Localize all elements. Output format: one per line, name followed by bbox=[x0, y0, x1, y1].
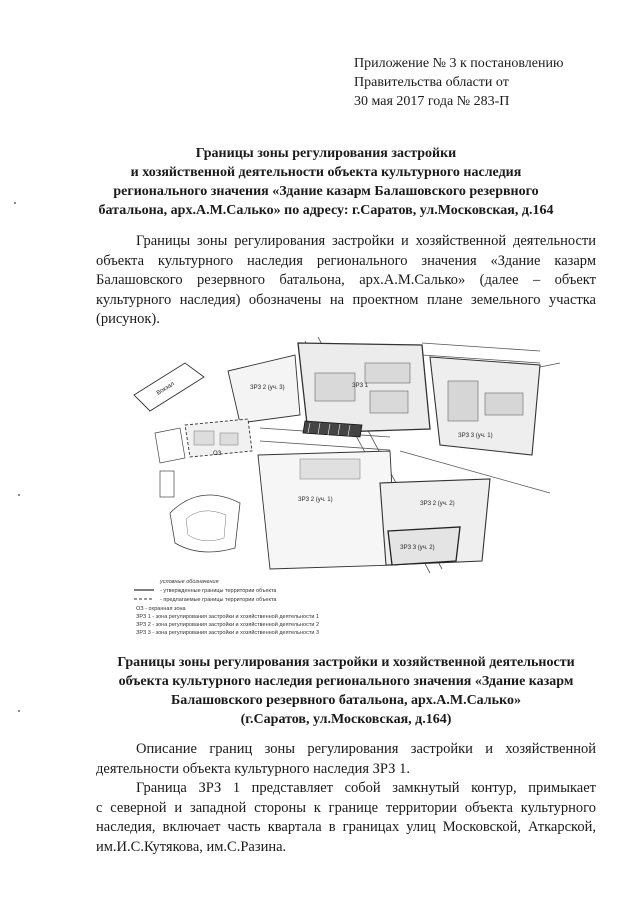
legend-item: ЗРЗ 3 - зона регулирования застройки и хозяйственной деятельности 3 bbox=[136, 630, 320, 636]
legend-item: - предлагаемые границы территории объекта bbox=[160, 597, 277, 603]
intro-paragraph bbox=[96, 232, 596, 330]
scan-dot bbox=[18, 494, 20, 496]
legend-item: ЗРЗ 2 - зона регулирования застройки и хозяйственной деятельности 2 bbox=[136, 622, 320, 628]
map-label: ЗРЗ 2 (уч. 3) bbox=[250, 385, 285, 391]
map-label: ЗРЗ 3 (уч. 2) bbox=[400, 545, 435, 551]
annex-line: Приложение № 3 к постановлению bbox=[354, 56, 564, 71]
map-label: ЗРЗ 1 bbox=[352, 383, 369, 389]
map-label: ЗРЗ 2 (уч. 1) bbox=[298, 497, 333, 503]
legend-item: ОЗ - охранная зона bbox=[136, 606, 186, 612]
section-title-line: (г.Саратов, ул.Московская, д.164) bbox=[240, 712, 452, 727]
legend-item: - утвержденные границы территории объекта bbox=[160, 588, 277, 594]
section-title-line: Балашовского резервного батальона, арх.А.М.Салько» bbox=[171, 693, 521, 708]
annex-line: Правительства области от bbox=[354, 75, 509, 90]
scan-dot bbox=[14, 202, 16, 204]
section-title-line: объекта культурного наследия регионального значения «Здание казарм bbox=[118, 674, 574, 689]
map-legend bbox=[134, 579, 319, 636]
description-line: деятельности объекта культурного наследия ЗРЗ 1. bbox=[96, 760, 410, 777]
legend-item: ЗРЗ 1 - зона регулирования застройки и хозяйственной деятельности 1 bbox=[136, 614, 320, 620]
intro-line: культурного наследия) обозначены на проектном плане земельного участка bbox=[96, 291, 596, 308]
title-line: и хозяйственной деятельности объекта культурного наследия bbox=[130, 165, 522, 180]
annex-line: 30 мая 2017 года № 283-П bbox=[354, 94, 510, 109]
description-line: Граница ЗРЗ 1 представляет собой замкнутый контур, примыкает bbox=[136, 780, 596, 796]
map-label: ЗРЗ 2 (уч. 2) bbox=[420, 501, 455, 507]
map-label: ЗРЗ 3 (уч. 1) bbox=[458, 433, 493, 439]
scan-dot bbox=[18, 710, 20, 712]
map-label: ОЗ bbox=[213, 451, 222, 457]
section-title-line: Границы зоны регулирования застройки и хозяйственной деятельности bbox=[117, 655, 575, 670]
map-label: Вокзал bbox=[155, 381, 176, 397]
annex-header bbox=[354, 54, 563, 111]
title-line: батальона, арх.А.М.Салько» по адресу: г.Саратов, ул.Московская, д.164 bbox=[98, 203, 554, 218]
intro-line: объекта культурного наследия регионального значения «Здание казарм bbox=[96, 252, 596, 269]
intro-line: (рисунок). bbox=[96, 311, 160, 327]
document-title bbox=[96, 144, 556, 220]
description-line: наследия, включает часть квартала в границах улиц Московской, Аткарской, bbox=[96, 819, 596, 835]
legend-title: условные обозначения bbox=[160, 579, 219, 585]
intro-line: Границы зоны регулирования застройки и хозяйственной деятельности bbox=[136, 233, 596, 249]
site-plan-figure bbox=[130, 333, 570, 637]
description-line: Описание границ зоны регулирования застройки и хозяйственной bbox=[136, 741, 596, 757]
section-title bbox=[96, 653, 596, 729]
title-line: Границы зоны регулирования застройки bbox=[195, 146, 457, 161]
description-paragraph-1 bbox=[96, 740, 596, 779]
description-line: с северной и западной стороны к границе территории объекта культурного bbox=[96, 799, 596, 816]
site-plan-drawing bbox=[130, 333, 570, 637]
intro-line: Балашовского резервного батальона, арх.А.М.Салько» (далее – объект bbox=[96, 272, 596, 288]
description-paragraph-2 bbox=[96, 779, 596, 857]
description-line: им.И.С.Кутякова, им.С.Разина. bbox=[96, 838, 287, 855]
title-line: регионального значения «Здание казарм Балашовского резервного bbox=[113, 184, 539, 199]
